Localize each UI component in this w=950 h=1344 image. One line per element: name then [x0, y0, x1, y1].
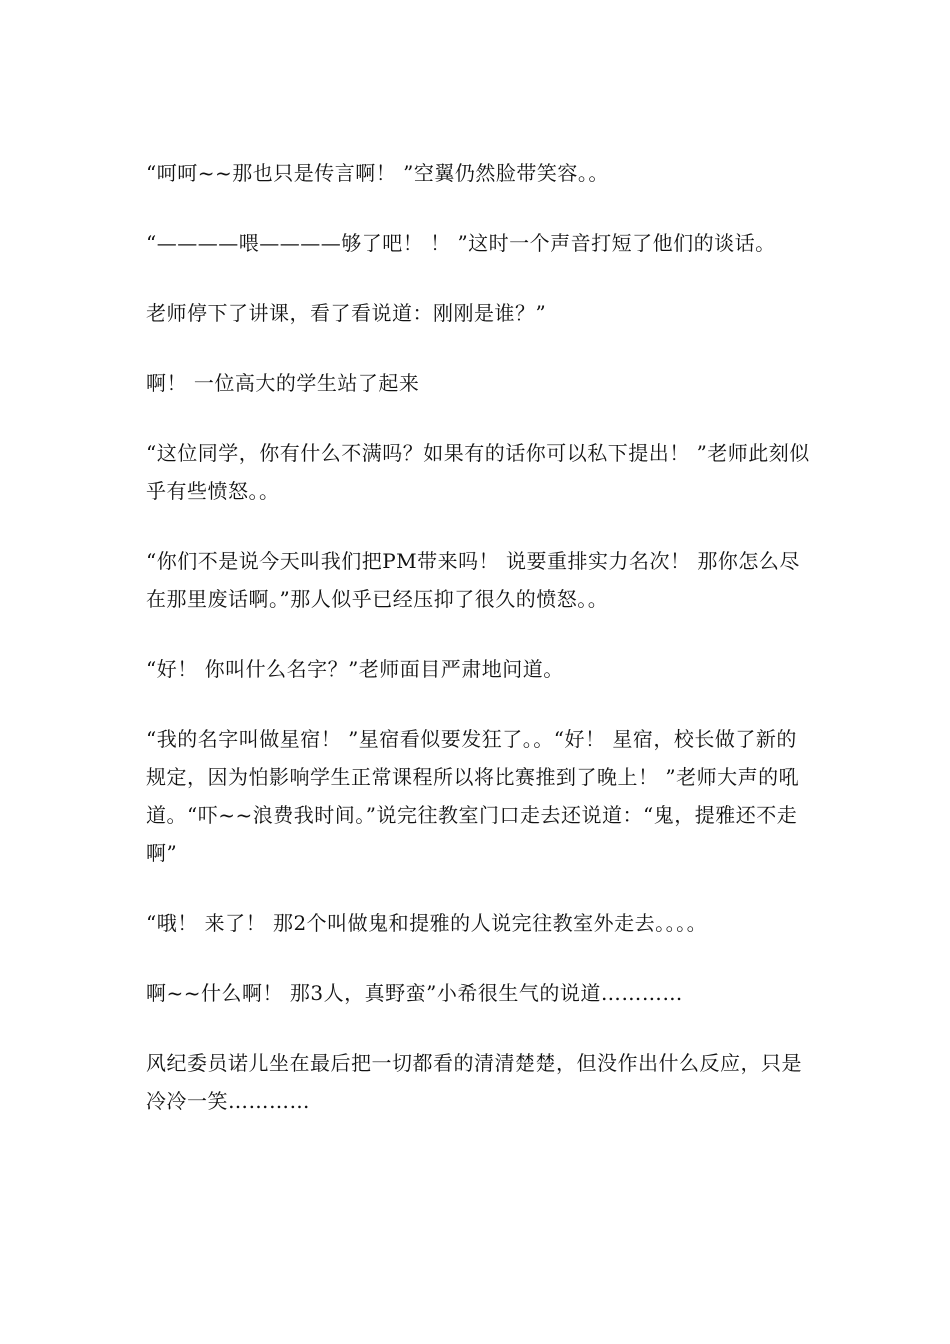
paragraph: “这位同学，你有什么不满吗？如果有的话你可以私下提出！ ”老师此刻似乎有些愤怒。。	[146, 441, 810, 503]
paragraph: “好！ 你叫什么名字？”老师面目严肃地问道。	[146, 657, 564, 681]
paragraph: “你们不是说今天叫我们把PM带来吗！ 说要重排实力名次！ 那你怎么尽在那里废话啊。”那人似乎已经压抑了很久的愤怒。。	[146, 549, 800, 611]
paragraph: “我的名字叫做星宿！ ”星宿看似要发狂了。。“好！ 星宿，校长做了新的规定，因为怕影响学生正常课程所以将比赛推到了晚上！ ”老师大声的吼道。“吓~~浪费我时间。”说完往教室门口走去还说道：“鬼，提雅还不走啊”	[146, 727, 800, 865]
paragraph: 老师停下了讲课，看了看说道：刚刚是谁？”	[146, 301, 547, 325]
paragraph: 啊~~什么啊！ 那3人，真野蛮”小希很生气的说道…………	[146, 981, 683, 1005]
paragraph: 啊！ 一位高大的学生站了起来	[146, 371, 420, 395]
paragraph: “————喂————够了吧！ ！ ”这时一个声音打短了他们的谈话。	[146, 231, 776, 255]
paragraph: “哦！ 来了！ 那2个叫做鬼和提雅的人说完往教室外走去。。。。	[146, 911, 708, 935]
story-text	[146, 154, 811, 1152]
paragraph: 风纪委员诺儿坐在最后把一切都看的清清楚楚，但没作出什么反应，只是冷冷一笑…………	[146, 1051, 802, 1113]
paragraph: “呵呵~~那也只是传言啊！ ”空翼仍然脸带笑容。。	[146, 161, 609, 185]
